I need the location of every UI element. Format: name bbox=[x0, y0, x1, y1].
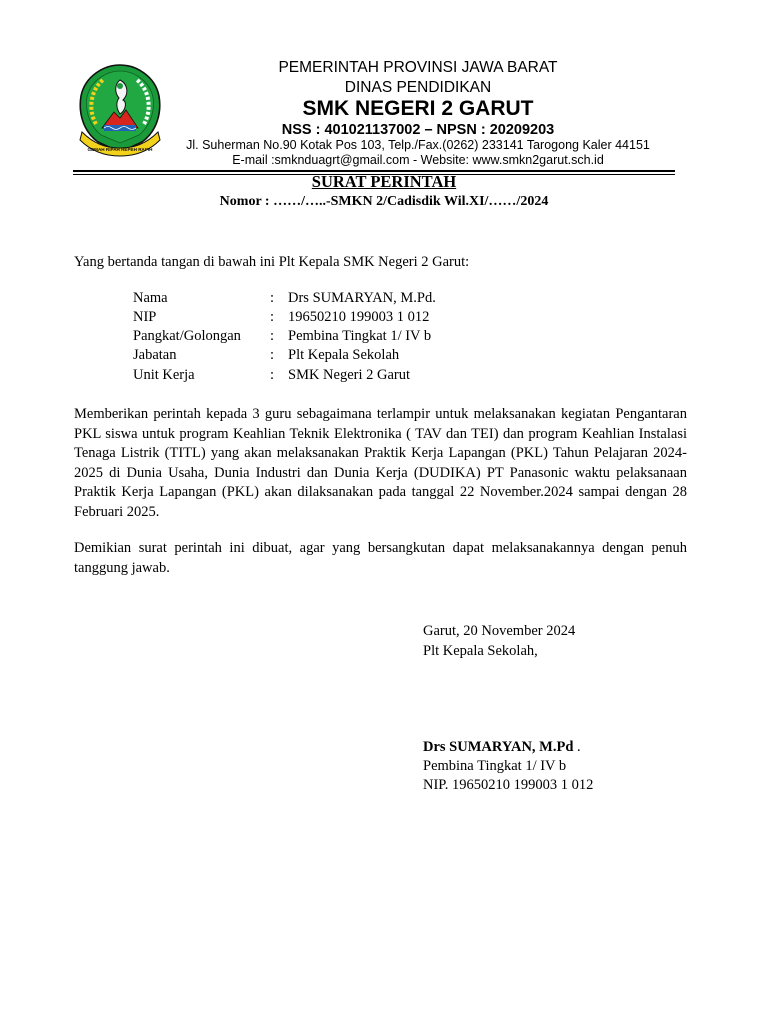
field-label-rank: Pangkat/Golongan bbox=[133, 328, 241, 344]
field-value-nip: 19650210 199003 1 012 bbox=[288, 309, 430, 325]
field-label-position: Jabatan bbox=[133, 347, 177, 363]
field-value-name: Drs SUMARYAN, M.Pd. bbox=[288, 290, 436, 306]
signature-name-line bbox=[423, 738, 581, 758]
letterhead-department: DINAS PENDIDIKAN bbox=[344, 79, 492, 96]
signature-name: Drs SUMARYAN, M.Pd bbox=[423, 739, 574, 755]
logo-ribbon-text: GEMAH RIPAH REPEH RAPIH bbox=[87, 147, 153, 152]
letterhead-contact: E-mail :smknduagrt@gmail.com - Website: www.smkn2garut.sch.id bbox=[232, 153, 604, 167]
letterhead-school-name: SMK NEGERI 2 GARUT bbox=[302, 97, 534, 120]
field-value-position: Plt Kepala Sekolah bbox=[288, 347, 400, 363]
field-label-unit: Unit Kerja bbox=[133, 367, 195, 383]
letter-number: Nomor : ……/…..-SMKN 2/Cadisdik Wil.XI/……/2024 bbox=[219, 194, 549, 209]
letter-closing: Demikian surat perintah ini dibuat, agar yang bersangkutan dapat melaksanakannya dengan penuh tanggung jawab. bbox=[74, 540, 687, 576]
letterhead-address: Jl. Suherman No.90 Kotak Pos 103, Telp./Fax.(0262) 233141 Tarogong Kaler 44151 bbox=[186, 138, 650, 152]
field-label-name: Nama bbox=[133, 290, 168, 306]
letter-intro: Yang bertanda tangan di bawah ini Plt Kepala SMK Negeri 2 Garut: bbox=[74, 254, 470, 270]
field-value-rank: Pembina Tingkat 1/ IV b bbox=[288, 328, 432, 344]
signature-name-suffix: . bbox=[573, 739, 581, 755]
signature-position: Plt Kepala Sekolah, bbox=[423, 643, 538, 659]
letterhead-nss-npsn: NSS : 401021137002 – NPSN : 20209203 bbox=[281, 122, 555, 138]
field-colon: : bbox=[270, 328, 275, 344]
field-colon: : bbox=[270, 347, 275, 363]
letterhead-government: PEMERINTAH PROVINSI JAWA BARAT bbox=[278, 59, 558, 76]
field-label-nip: NIP bbox=[133, 309, 157, 325]
letter-body: Memberikan perintah kepada 3 guru sebagaimana terlampir untuk melaksanakan kegiatan Pengantaran PKL siswa untuk program Keahlian Teknik Elektronika ( TAV dan TEI) dan program Keahlian Instalasi Tenaga Listrik (TITL) yang akan melaksanakan Praktik Kerja Lapangan (PKL) Tahun Pelajaran 2024-2025 di Dunia Usaha, Dunia Industri dan Dunia Kerja (DUDIKA) PT Panasonic waktu pelaksanaan Praktik Kerja Lapangan (PKL) akan dilaksanakan pada tanggal 22 November.2024 sampai dengan 28 Februari 2025. bbox=[74, 406, 687, 520]
field-colon: : bbox=[270, 309, 275, 325]
signature-place-date: Garut, 20 November 2024 bbox=[423, 623, 576, 639]
signature-nip: NIP. 19650210 199003 1 012 bbox=[423, 777, 594, 793]
west-java-emblem-logo bbox=[76, 62, 164, 158]
field-colon: : bbox=[270, 290, 275, 306]
field-colon: : bbox=[270, 367, 275, 383]
field-value-unit: SMK Negeri 2 Garut bbox=[288, 367, 411, 383]
signature-rank: Pembina Tingkat 1/ IV b bbox=[423, 758, 567, 774]
letter-title: SURAT PERINTAH bbox=[311, 172, 457, 191]
